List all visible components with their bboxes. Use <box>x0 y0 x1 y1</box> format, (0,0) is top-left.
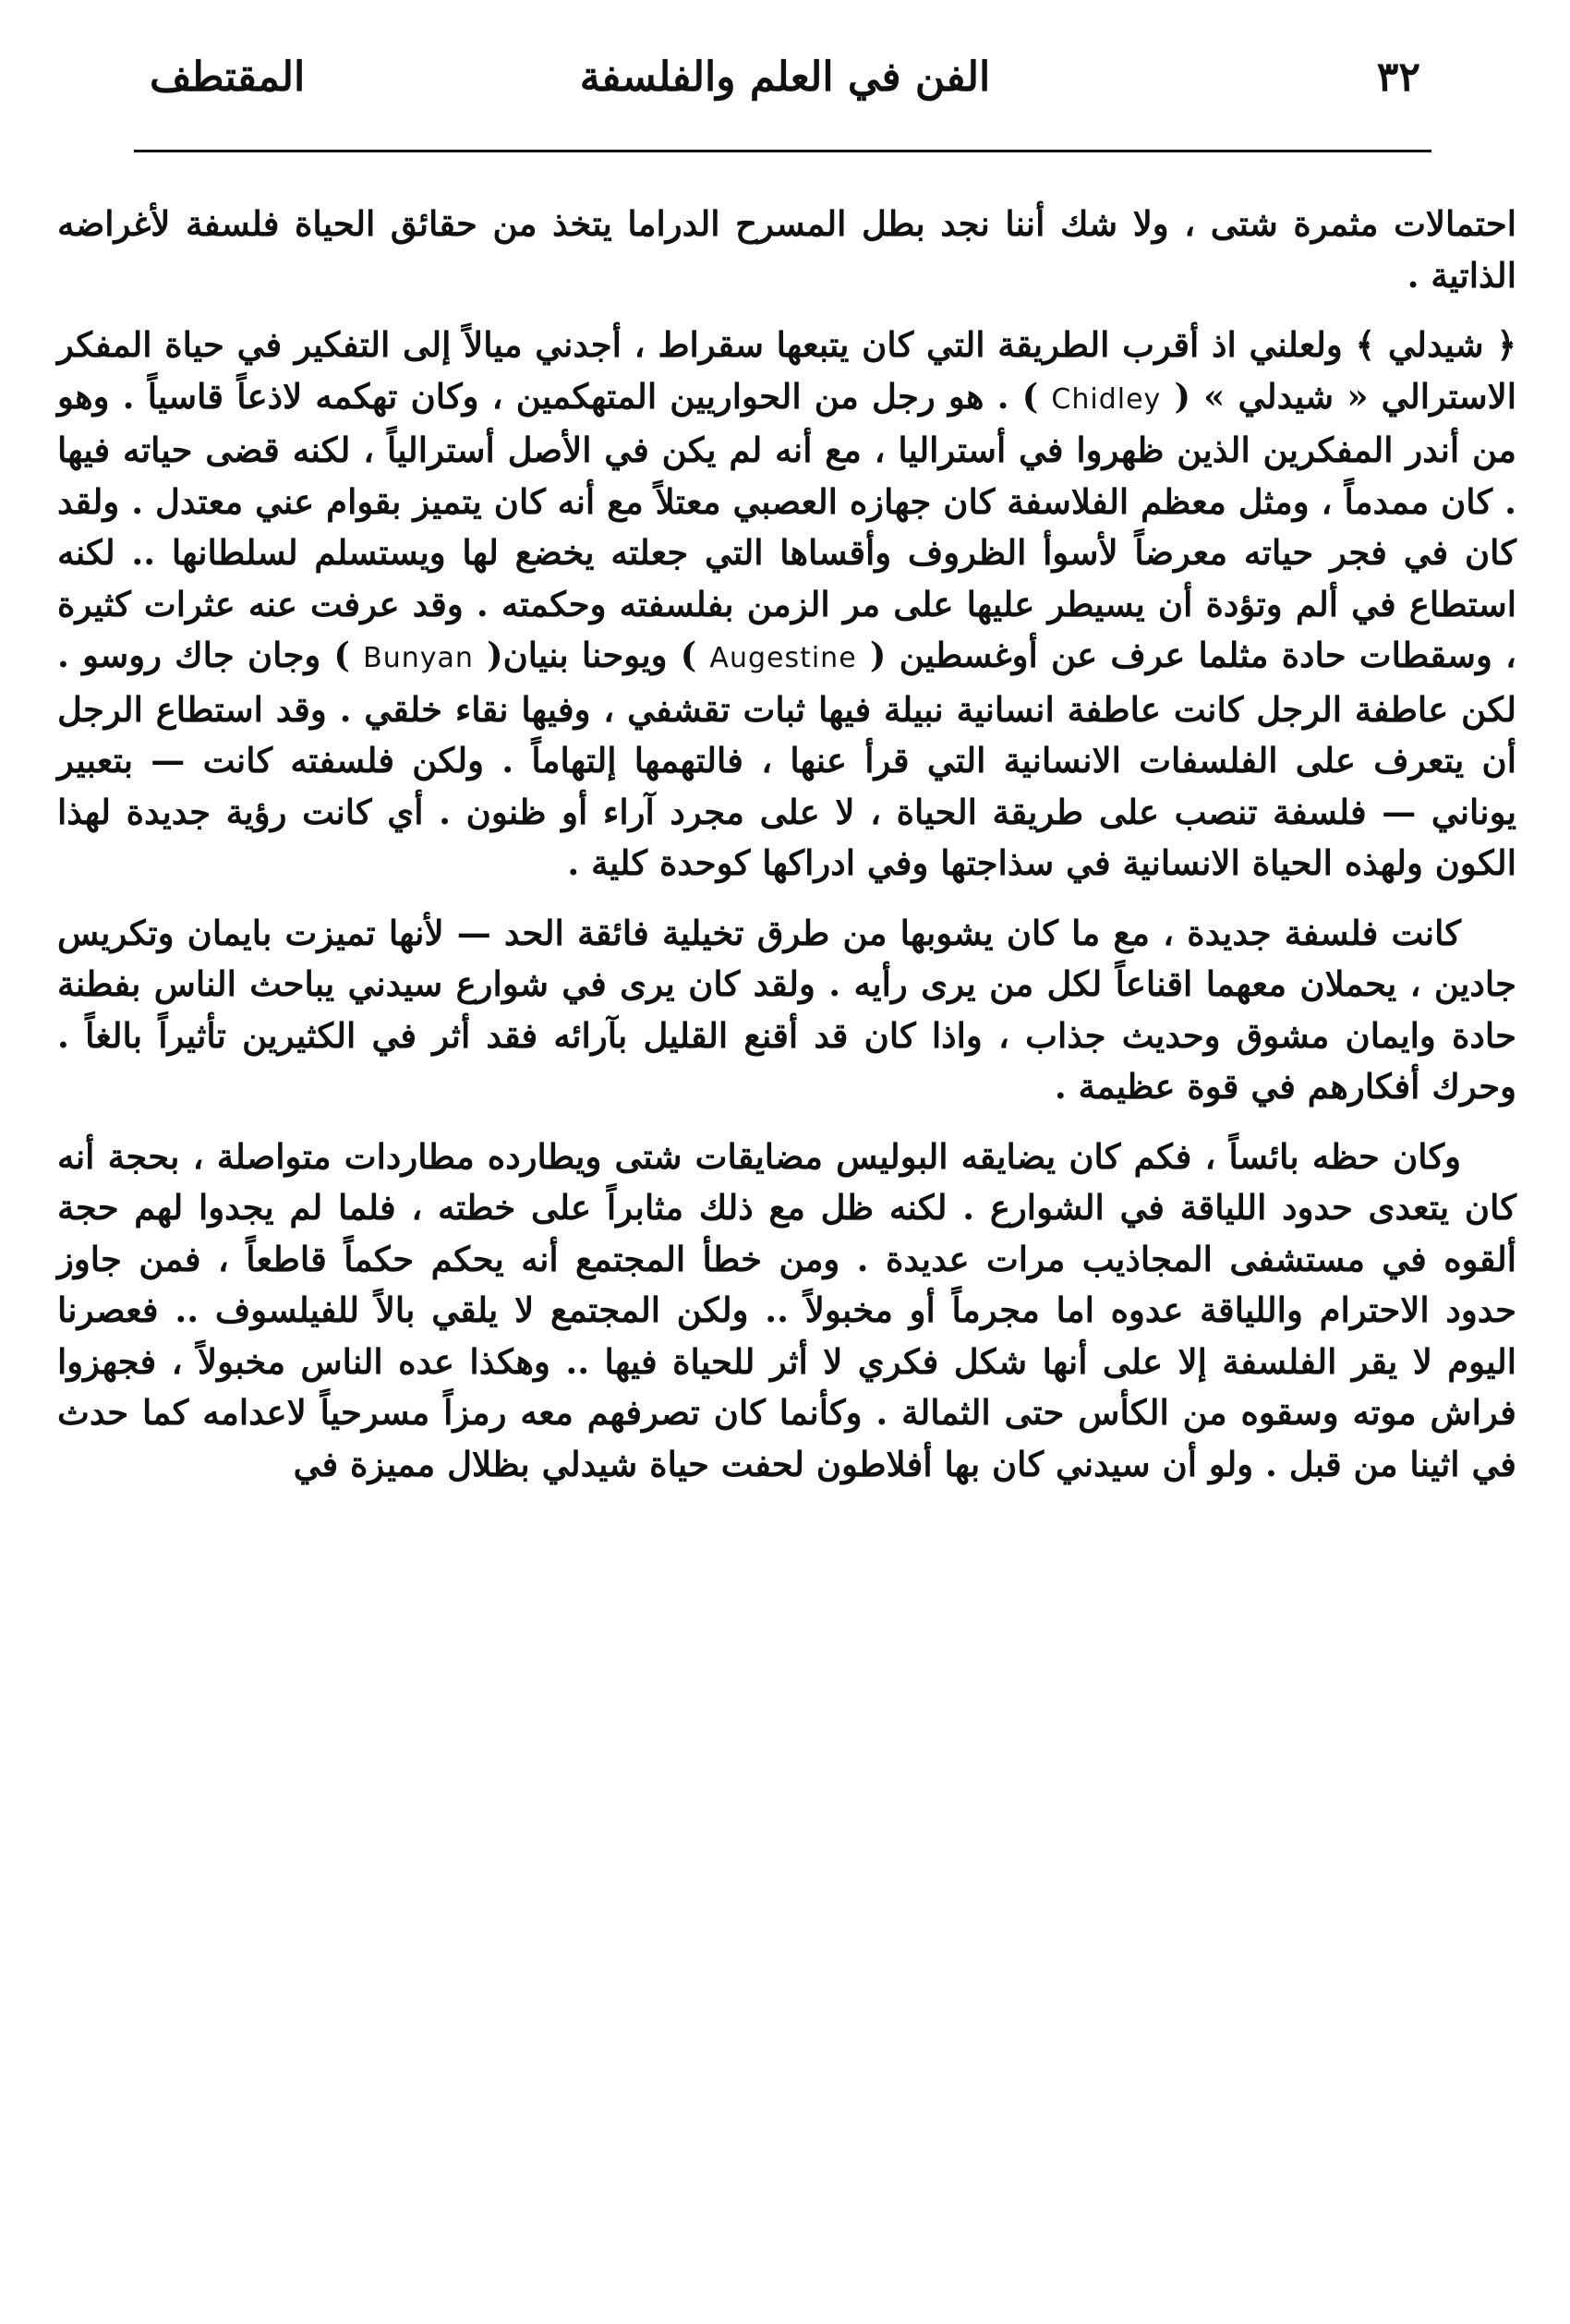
paragraph-1-text: احتمالات مثمرة شتى ، ولا شك أننا نجد بطل المسرح الدراما يتخذ من حقائق الحياة فلسفة لأغراضه الذاتية . <box>57 203 1516 296</box>
paragraph-4-text: وكان حظه بائساً ، فكم كان يضايقه البوليس مضايقات شتى ويطارده مطاردات متواصلة ، بحجة أنه كان يتعدى حدود اللياقة في الشوارع . لكنه ظل مع ذلك مثابراً على خطته ، فلما لم يجدوا لهم حجة ألقوه في مستشفى المجاذيب مرات عديدة . ومن خطأ المجتمع أنه يحكم حكماً قاطعاً ، فمن جاوز حدود الاحترام واللياقة عدوه اما مجرماً أو مخبولاً .. ولكن المجتمع لا يلقي بالاً للفيلسوف .. فعصرنا اليوم لا يقر الفلسفة إلا على أنها شكل فكري لا أثر للحياة فيها .. وهكذا عده الناس مخبولاً ، فجهزوا فراش موته وسقوه من الكأس حتى الثمالة . وكأنما كان تصرفهم معه رمزاً مسرحياً لاعدامه كما حدث في اثينا من قبل . ولو أن سيدني كان بها أفلاطون لحفت حياة شيدلي بظلال مميزة في <box>57 1135 1516 1484</box>
paragraph-2-text-2: ) . هو رجل من الحواريين المتهكمين ، وكان تهكمه لاذعاً قاسياً . وهو من أندر المفكرين الذين ظهروا في أستراليا ، مع أنه لم يكن في الأصل أسترالياً ، لكنه قضى حياته فيها . كان ممدماً ، ومثل معظم الفلاسفة كان جهازه العصبي معتلاً مع أنه كان يتميز بقوام عني معتدل . ولقد كان في فجر حياته معرضاً لأسوأ الظروف وأقساها التي جعلته يخضع لها ويستسلم لسلطانها .. لكنه استطاع في ألم وتؤدة أن يسيطر عليها على مر الزمن بفلسفته وحكمته . وقد عرفت عنه عثرات كثيرة ، وسقطات حادة مثلما عرف عن أوغسطين ( <box>57 375 1517 675</box>
paragraph-2-text-4: ) وجان جاك روسو . لكن عاطفة الرجل كانت عاطفة انسانية نبيلة فيها ثبات تقشفي ، وفيها نقاء خلقي . وقد استطاع الرجل أن يتعرف على الفلسفات الانسانية التي قرأ عنها ، فالتهمها إلتهاماً . ولكن فلسفته كانت — بتعبير يوناني — فلسفة تنصب على طريقة الحياة ، لا على مجرد آراء أو ظنون . أي كانت رؤية جديدة لهذا الكون ولهذه الحياة الانسانية في سذاجتها وفي ادراكها كوحدة كلية . <box>57 635 1516 883</box>
header-divider <box>134 150 1431 152</box>
paragraph-1 <box>57 199 1516 301</box>
section-heading-shidley: ﴿ شيدلي ﴾ <box>1355 324 1516 365</box>
latin-name-chidley: Chidley <box>1051 382 1162 416</box>
article-body <box>57 199 1516 1508</box>
journal-name: المقتطف <box>150 54 306 101</box>
paragraph-2 <box>57 320 1516 890</box>
paragraph-3-text: كانت فلسفة جديدة ، مع ما كان يشوبها من طرق تخيلية فائقة الحد — لأنها تميزت بايمان وتكريس جادين ، يحملان معهما اقناعاً لكل من يرى رأيه . ولقد كان يرى في شوارع سيدني يباحث الناس بفطنة حادة وايمان مشوق وحديث جذاب ، واذا كان قد أقنع القليل بآرائه فقد أثر في الكثيرين تأثيراً بالغاً . وحرك أفكارهم في قوة عظيمة . <box>57 912 1516 1107</box>
paragraph-2-text-3: ) ويوحنا بنيان( <box>487 635 697 675</box>
latin-name-bunyan: Bunyan <box>363 642 474 674</box>
running-title: الفن في العلم والفلسفة <box>579 54 991 101</box>
paragraph-4 <box>57 1132 1516 1491</box>
paragraph-3 <box>57 908 1516 1113</box>
paragraph-2-text-1: ولعلني اذ أقرب الطريقة التي كان يتبعها سقراط ، أجدني ميالاً إلى التفكير في حياة المفكر الاسترالي « شيدلي » ( <box>57 324 1517 417</box>
page-header <box>139 46 1431 120</box>
page-number: ٣٢ <box>1376 54 1420 101</box>
latin-name-augestine: Augestine <box>709 642 857 674</box>
